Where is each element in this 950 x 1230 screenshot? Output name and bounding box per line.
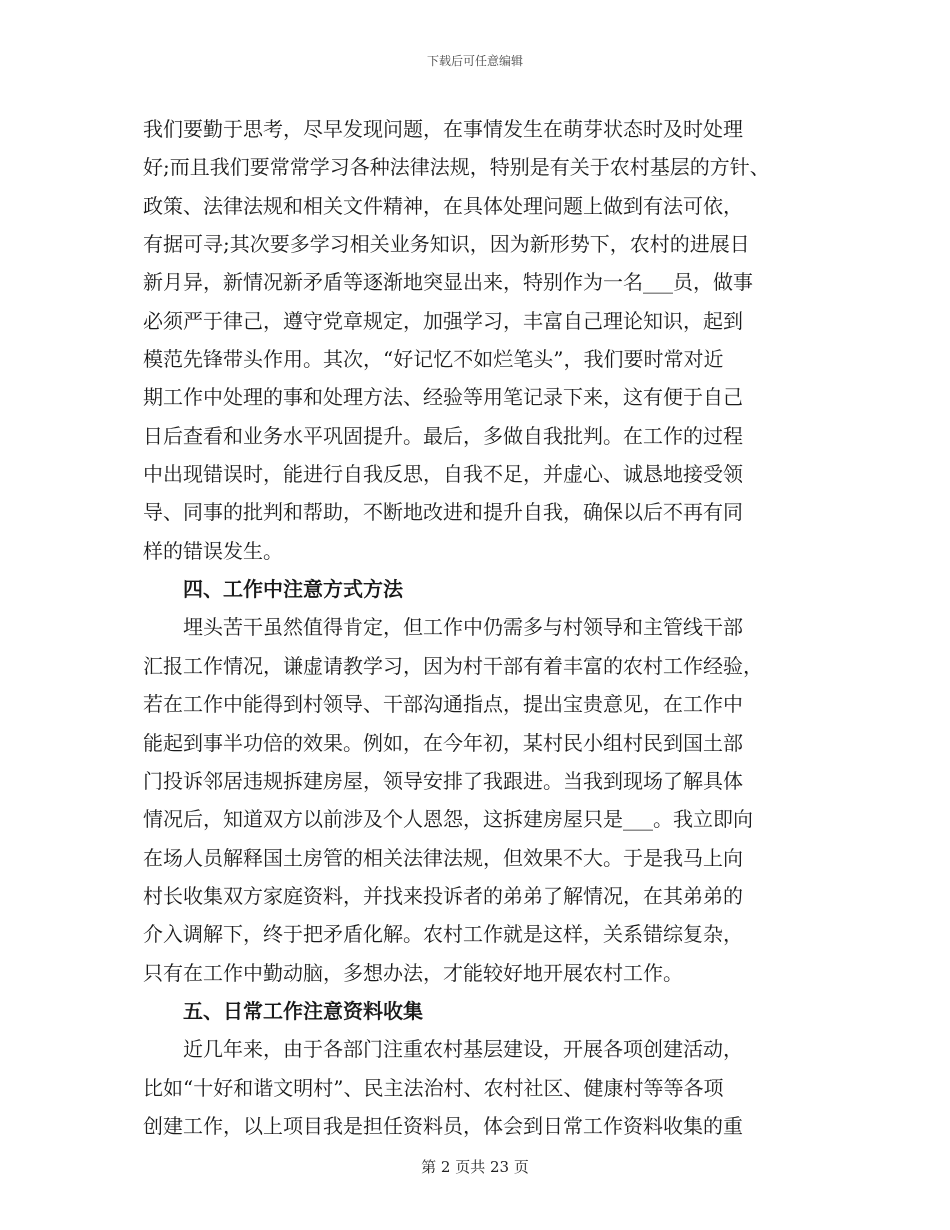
body-line: 好;而且我们要常常学习各种法律法规，特别是有关于农村基层的方针、 xyxy=(143,155,770,180)
body-line: 中出现错误时，能进行自我反思，自我不足，并虚心、诚恳地接受领 xyxy=(143,462,743,487)
body-line: 新月异，新情况新矛盾等逐渐地突显出来，特别作为一名___员，做事 xyxy=(143,270,753,295)
document-body xyxy=(143,110,843,1145)
section-heading: 五、日常工作注意资料收集 xyxy=(183,998,423,1023)
page-header: 下载后可任意编辑 xyxy=(426,54,523,68)
body-line: 只有在工作中勤动脑，多想办法，才能较好地开展农村工作。 xyxy=(143,960,683,985)
body-line: 模范先锋带头作用。其次，“好记忆不如烂笔头”，我们要时常对近 xyxy=(143,347,724,372)
body-line: 期工作中处理的事和处理方法、经验等用笔记录下来，这有便于自己 xyxy=(143,385,743,410)
body-line: 介入调解下，终于把矛盾化解。农村工作就是这样，关系错综复杂， xyxy=(143,922,743,947)
page-footer: 第 2 页共 23 页 xyxy=(421,1158,529,1176)
body-line: 埋头苦干虽然值得肯定，但工作中仍需多与村领导和主管线干部 xyxy=(183,615,743,640)
body-line: 情况后，知道双方以前涉及个人恩怨，这拆建房屋只是___。我立即向 xyxy=(143,807,753,832)
body-line: 在场人员解释国土房管的相关法律法规，但效果不大。于是我马上向 xyxy=(143,845,743,870)
body-line: 我们要勤于思考，尽早发现问题，在事情发生在萌芽状态时及时处理 xyxy=(143,117,743,141)
body-line: 样的错误发生。 xyxy=(143,538,283,563)
body-line: 创建工作，以上项目我是担任资料员，体会到日常工作资料收集的重 xyxy=(143,1113,743,1138)
body-line: 近几年来，由于各部门注重农村基层建设，开展各项创建活动， xyxy=(183,1037,743,1062)
body-line: 村长收集双方家庭资料，并找来投诉者的弟弟了解情况，在其弟弟的 xyxy=(143,883,743,908)
body-line: 有据可寻;其次要多学习相关业务知识，因为新形势下，农村的进展日 xyxy=(143,232,750,257)
body-line: 若在工作中能得到村领导、干部沟通指点，提出宝贵意见，在工作中 xyxy=(143,692,743,717)
body-line: 政策、法律法规和相关文件精神，在具体处理问题上做到有法可依， xyxy=(143,193,743,218)
body-line: 必须严于律己，遵守党章规定，加强学习，丰富自己理论知识，起到 xyxy=(143,308,743,333)
body-line: 日后查看和业务水平巩固提升。最后，多做自我批判。在工作的过程 xyxy=(143,423,743,448)
body-line: 汇报工作情况，谦虚请教学习，因为村干部有着丰富的农村工作经验， xyxy=(143,653,763,678)
body-line: 门投诉邻居违规拆建房屋，领导安排了我跟进。当我到现场了解具体 xyxy=(143,768,743,793)
body-line: 比如“十好和谐文明村”、民主法治村、农村社区、健康村等等各项 xyxy=(143,1075,724,1100)
body-line: 能起到事半功倍的效果。例如，在今年初，某村民小组村民到国土部 xyxy=(143,730,743,755)
section-heading: 四、工作中注意方式方法 xyxy=(183,577,403,602)
body-line: 导、同事的批判和帮助，不断地改进和提升自我，确保以后不再有同 xyxy=(143,500,743,525)
